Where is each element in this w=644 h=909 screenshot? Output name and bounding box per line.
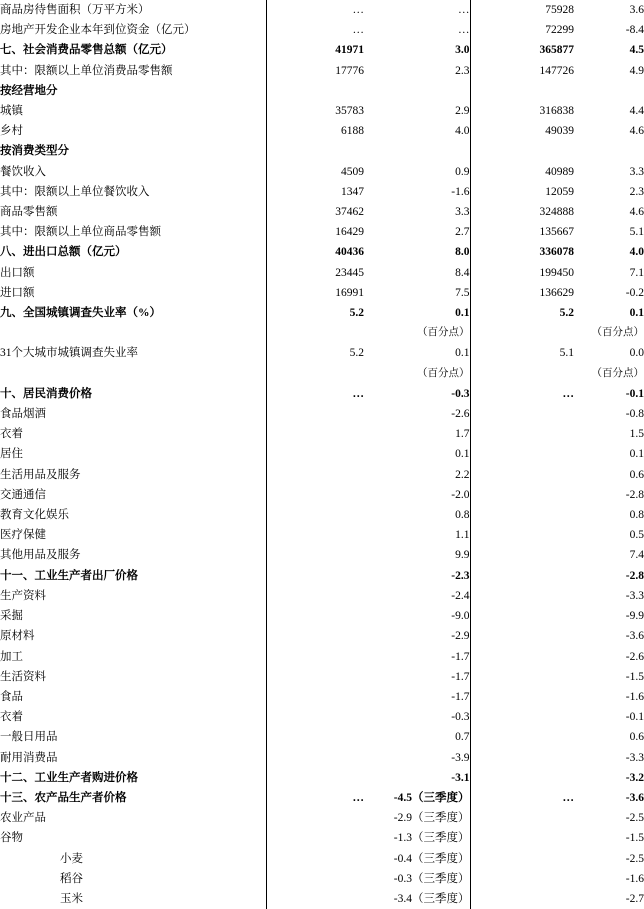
row-value-cumulative — [470, 465, 574, 485]
row-value-cumulative — [470, 81, 574, 101]
row-label: 耐用消费品 — [0, 748, 266, 768]
row-value-cumulative-yoy: -0.1 — [625, 711, 644, 724]
row-value-cumulative-yoy: -3.6 — [625, 630, 644, 643]
row-label: 其中：限额以上单位商品零售额 — [0, 222, 266, 242]
table-row — [0, 505, 644, 525]
row-value-month-yoy: 0.1 — [364, 343, 470, 363]
row-label: 商品零售额 — [0, 202, 266, 222]
row-value-month — [266, 606, 364, 626]
row-value-cumulative-yoy: 0.6 — [629, 468, 644, 481]
table-row — [0, 828, 644, 848]
table-row — [0, 81, 644, 101]
row-value-cumulative: 199450 — [539, 266, 574, 279]
row-value-cumulative-yoy: （百分点） — [591, 367, 644, 379]
row-value-cumulative-yoy: 4.0 — [629, 246, 644, 259]
row-value-month: … — [352, 24, 364, 37]
row-label: 按消费类型分 — [0, 141, 266, 161]
table-row — [0, 121, 644, 141]
row-value-cumulative-yoy: 3.3 — [629, 165, 644, 178]
row-label: 其中：限额以上单位消费品零售额 — [0, 61, 266, 81]
row-value-month — [266, 586, 364, 606]
row-value-cumulative-yoy: 0.8 — [629, 509, 644, 522]
row-value-cumulative-yoy: 0.1 — [629, 307, 644, 320]
row-value-cumulative — [470, 424, 574, 444]
row-label: 谷物 — [0, 828, 266, 848]
row-value-cumulative — [470, 404, 574, 424]
row-value-month — [266, 525, 364, 545]
row-label: 农业产品 — [0, 808, 266, 828]
row-value-month: … — [352, 791, 364, 804]
row-label: 十一、工业生产者出厂价格 — [0, 566, 266, 586]
table-row — [0, 40, 644, 60]
row-value-month-yoy: -2.3 — [364, 566, 470, 586]
row-value-cumulative-yoy: -0.1 — [625, 387, 644, 400]
row-value-cumulative — [470, 869, 574, 889]
row-value-month-yoy: 0.8 — [364, 505, 470, 525]
row-value-month-yoy: 0.1 — [364, 303, 470, 323]
row-label: 十二、工业生产者购进价格 — [0, 768, 266, 788]
row-value-cumulative-yoy — [574, 141, 644, 161]
row-value-month-yoy: -3.9 — [364, 748, 470, 768]
row-value-cumulative: 316838 — [539, 105, 574, 118]
row-value-cumulative — [470, 727, 574, 747]
row-label: 玉米 — [0, 889, 266, 909]
row-value-cumulative-yoy: -8.4 — [625, 24, 644, 37]
row-value-cumulative-yoy: -3.3 — [625, 751, 644, 764]
row-value-month — [266, 404, 364, 424]
row-value-cumulative-yoy: -1.5 — [625, 670, 644, 683]
row-label: 房地产开发企业本年到位资金（亿元） — [0, 20, 266, 40]
row-value-month-yoy: -2.9 — [364, 626, 470, 646]
row-value-month-yoy: （百分点） — [364, 364, 470, 384]
row-value-month-yoy: 0.7 — [364, 727, 470, 747]
row-value-cumulative — [470, 849, 574, 869]
row-value-month-yoy: -1.6 — [364, 182, 470, 202]
row-value-cumulative: … — [562, 387, 574, 400]
row-label: 八、进出口总额（亿元） — [0, 242, 266, 262]
table-row — [0, 222, 644, 242]
row-value-cumulative: 135667 — [539, 226, 574, 239]
table-row — [0, 20, 644, 40]
table-row — [0, 364, 644, 384]
table-row — [0, 444, 644, 464]
row-value-cumulative-yoy: -1.6 — [625, 872, 644, 885]
row-value-month — [266, 444, 364, 464]
table-row — [0, 545, 644, 565]
row-value-cumulative-yoy: -0.8 — [625, 408, 644, 421]
row-value-month-yoy: 3.0 — [364, 40, 470, 60]
table-row — [0, 687, 644, 707]
row-value-month: 35783 — [335, 105, 364, 118]
row-value-cumulative-yoy: -0.2 — [625, 286, 644, 299]
row-label: 十、居民消费价格 — [0, 384, 266, 404]
row-value-cumulative — [470, 687, 574, 707]
row-value-month-yoy: -1.7 — [364, 687, 470, 707]
table-row — [0, 162, 644, 182]
row-value-cumulative-yoy: -2.8 — [625, 488, 644, 501]
row-value-month-yoy: 4.0 — [364, 121, 470, 141]
row-value-month-yoy: 2.3 — [364, 61, 470, 81]
row-value-month: 23445 — [335, 266, 364, 279]
row-value-month-yoy: -3.4（三季度） — [364, 889, 470, 909]
table-row — [0, 303, 644, 323]
row-value-month — [266, 727, 364, 747]
row-value-month-yoy: 2.9 — [364, 101, 470, 121]
row-value-month-yoy: … — [364, 0, 470, 20]
row-label: 进口额 — [0, 283, 266, 303]
row-label: 原材料 — [0, 626, 266, 646]
row-value-cumulative: 49039 — [545, 125, 574, 138]
row-value-month-yoy: … — [364, 20, 470, 40]
row-value-cumulative-yoy: 5.1 — [629, 226, 644, 239]
row-value-month — [266, 465, 364, 485]
row-value-month-yoy: -2.6 — [364, 404, 470, 424]
row-value-cumulative-yoy: 7.4 — [629, 549, 644, 562]
row-value-cumulative — [470, 828, 574, 848]
row-value-month-yoy: -4.5（三季度） — [364, 788, 470, 808]
row-label: 加工 — [0, 647, 266, 667]
row-value-month — [266, 707, 364, 727]
row-value-cumulative — [470, 525, 574, 545]
table-row — [0, 0, 644, 20]
row-value-month-yoy: 7.5 — [364, 283, 470, 303]
table-row — [0, 404, 644, 424]
table-row — [0, 101, 644, 121]
row-value-cumulative-yoy: 0.1 — [629, 448, 644, 461]
row-value-cumulative: 72299 — [545, 24, 574, 37]
row-value-cumulative — [470, 808, 574, 828]
row-label: 一般日用品 — [0, 727, 266, 747]
row-value-month — [266, 485, 364, 505]
table-row — [0, 788, 644, 808]
table-row — [0, 485, 644, 505]
row-value-cumulative-yoy: -1.5 — [625, 832, 644, 845]
row-value-cumulative — [470, 323, 574, 343]
table-row — [0, 61, 644, 81]
table-row — [0, 768, 644, 788]
table-row — [0, 566, 644, 586]
row-value-cumulative — [470, 768, 574, 788]
row-label: 食品烟酒 — [0, 404, 266, 424]
row-value-month-yoy: -2.4 — [364, 586, 470, 606]
row-value-month-yoy: -0.3（三季度） — [364, 869, 470, 889]
row-value-cumulative: 324888 — [539, 206, 574, 219]
row-label: 生产资料 — [0, 586, 266, 606]
row-value-month: 37462 — [335, 206, 364, 219]
row-value-cumulative — [470, 748, 574, 768]
row-value-month: 5.2 — [349, 307, 364, 320]
row-value-cumulative — [470, 667, 574, 687]
row-value-month — [266, 505, 364, 525]
row-value-month — [266, 849, 364, 869]
row-label: 稻谷 — [0, 869, 266, 889]
row-value-month — [266, 364, 364, 384]
table-row — [0, 263, 644, 283]
row-value-cumulative — [470, 444, 574, 464]
row-value-month-yoy: -3.1 — [364, 768, 470, 788]
table-row — [0, 323, 644, 343]
table-row — [0, 647, 644, 667]
row-value-cumulative-yoy — [574, 81, 644, 101]
row-value-month-yoy: -0.4（三季度） — [364, 849, 470, 869]
row-value-cumulative-yoy: 2.3 — [629, 185, 644, 198]
table-row — [0, 748, 644, 768]
row-value-cumulative — [470, 566, 574, 586]
row-value-cumulative-yoy: （百分点） — [591, 327, 644, 339]
row-label: 采掘 — [0, 606, 266, 626]
row-value-cumulative-yoy: -1.6 — [625, 690, 644, 703]
row-value-cumulative: 5.2 — [559, 307, 574, 320]
row-label: 教育文化娱乐 — [0, 505, 266, 525]
row-label: 九、全国城镇调查失业率（%） — [0, 303, 266, 323]
table-row — [0, 202, 644, 222]
row-value-month — [266, 626, 364, 646]
table-row — [0, 525, 644, 545]
row-value-month: 41971 — [335, 44, 364, 57]
row-value-month-yoy: 0.9 — [364, 162, 470, 182]
row-value-month: 40436 — [335, 246, 364, 259]
row-value-cumulative — [470, 485, 574, 505]
table-row — [0, 384, 644, 404]
row-value-month-yoy: -0.3 — [364, 707, 470, 727]
row-value-month-yoy: 1.7 — [364, 424, 470, 444]
row-value-cumulative — [470, 505, 574, 525]
row-value-cumulative — [470, 889, 574, 909]
table-row — [0, 869, 644, 889]
row-value-cumulative — [470, 141, 574, 161]
row-value-month: 16991 — [335, 286, 364, 299]
row-value-cumulative: 136629 — [539, 286, 574, 299]
row-value-month-yoy: 1.1 — [364, 525, 470, 545]
table-row — [0, 141, 644, 161]
row-value-month: 1347 — [341, 185, 364, 198]
row-value-month — [266, 869, 364, 889]
row-value-cumulative — [470, 647, 574, 667]
row-value-cumulative-yoy: 4.9 — [629, 64, 644, 77]
row-label: 餐饮收入 — [0, 162, 266, 182]
row-value-month — [266, 323, 364, 343]
row-label: 生活资料 — [0, 667, 266, 687]
row-value-month: 17776 — [335, 64, 364, 77]
row-value-cumulative-yoy: 4.6 — [629, 206, 644, 219]
row-value-cumulative: 12059 — [545, 185, 574, 198]
row-value-month — [266, 566, 364, 586]
row-value-cumulative-yoy: 4.4 — [629, 105, 644, 118]
row-value-cumulative-yoy: 1.5 — [629, 428, 644, 441]
table-row — [0, 283, 644, 303]
row-label: 城镇 — [0, 101, 266, 121]
table-row — [0, 606, 644, 626]
row-value-month — [266, 141, 364, 161]
row-value-month-yoy: -1.7 — [364, 647, 470, 667]
row-value-cumulative: 147726 — [539, 64, 574, 77]
row-value-month-yoy: -1.7 — [364, 667, 470, 687]
row-value-month-yoy: 8.4 — [364, 263, 470, 283]
row-value-cumulative: 40989 — [545, 165, 574, 178]
table-row — [0, 626, 644, 646]
row-value-month: 5.2 — [349, 347, 364, 360]
row-label: 其他用品及服务 — [0, 545, 266, 565]
row-value-month-yoy: -1.3（三季度） — [364, 828, 470, 848]
row-value-month — [266, 768, 364, 788]
row-value-month — [266, 828, 364, 848]
row-value-month-yoy: -2.9（三季度） — [364, 808, 470, 828]
row-label: 食品 — [0, 687, 266, 707]
row-label: 生活用品及服务 — [0, 465, 266, 485]
row-value-month-yoy — [364, 81, 470, 101]
row-value-month — [266, 889, 364, 909]
row-value-cumulative-yoy: 7.1 — [629, 266, 644, 279]
row-value-cumulative: 75928 — [545, 4, 574, 16]
row-label: 其中：限额以上单位餐饮收入 — [0, 182, 266, 202]
row-value-month-yoy: 3.3 — [364, 202, 470, 222]
table-row — [0, 424, 644, 444]
row-value-month — [266, 748, 364, 768]
row-value-cumulative: … — [562, 791, 574, 804]
row-label: 衣着 — [0, 707, 266, 727]
table-row — [0, 889, 644, 909]
row-value-month: 6188 — [341, 125, 364, 138]
row-value-cumulative — [470, 586, 574, 606]
row-value-month-yoy: -0.3 — [364, 384, 470, 404]
row-label: 居住 — [0, 444, 266, 464]
table-row — [0, 849, 644, 869]
row-value-cumulative-yoy: 0.0 — [629, 347, 644, 360]
row-value-month — [266, 545, 364, 565]
table-row — [0, 242, 644, 262]
table-row — [0, 586, 644, 606]
row-value-month-yoy — [364, 141, 470, 161]
row-value-month-yoy: （百分点） — [364, 323, 470, 343]
table-row — [0, 343, 644, 363]
row-value-cumulative-yoy: -2.8 — [625, 569, 644, 582]
row-label: 七、社会消费品零售总额（亿元） — [0, 40, 266, 60]
row-value-cumulative-yoy: -2.5 — [625, 812, 644, 825]
row-value-cumulative-yoy: -2.7 — [625, 892, 644, 905]
row-label: 乡村 — [0, 121, 266, 141]
row-value-cumulative — [470, 707, 574, 727]
row-label: 交通通信 — [0, 485, 266, 505]
row-value-cumulative: 336078 — [539, 246, 574, 259]
row-value-month — [266, 81, 364, 101]
row-label — [0, 364, 266, 384]
table-row — [0, 727, 644, 747]
table-row — [0, 808, 644, 828]
table-row — [0, 465, 644, 485]
row-value-cumulative — [470, 626, 574, 646]
row-value-month-yoy: 2.7 — [364, 222, 470, 242]
row-value-month-yoy: 0.1 — [364, 444, 470, 464]
row-label: 医疗保健 — [0, 525, 266, 545]
row-value-cumulative-yoy: -3.6 — [625, 791, 644, 804]
row-value-month: 16429 — [335, 226, 364, 239]
row-label: 出口额 — [0, 263, 266, 283]
row-value-cumulative: 365877 — [539, 44, 574, 57]
row-label — [0, 323, 266, 343]
row-label: 商品房待售面积（万平方米） — [0, 0, 266, 20]
row-value-cumulative-yoy: 3.6 — [629, 4, 644, 16]
row-value-month — [266, 424, 364, 444]
row-label: 衣着 — [0, 424, 266, 444]
row-label: 31个大城市城镇调查失业率 — [0, 343, 266, 363]
row-label: 按经营地分 — [0, 81, 266, 101]
table-row — [0, 182, 644, 202]
row-value-month — [266, 647, 364, 667]
row-value-month-yoy: -9.0 — [364, 606, 470, 626]
row-value-cumulative-yoy: -3.3 — [625, 589, 644, 602]
row-value-month-yoy: 2.2 — [364, 465, 470, 485]
row-value-month — [266, 808, 364, 828]
row-value-cumulative-yoy: -2.5 — [625, 852, 644, 865]
row-value-cumulative-yoy: 4.5 — [629, 44, 644, 57]
row-value-cumulative — [470, 364, 574, 384]
row-label: 十三、农产品生产者价格 — [0, 788, 266, 808]
row-value-cumulative-yoy: 4.6 — [629, 125, 644, 138]
row-label: 小麦 — [0, 849, 266, 869]
row-value-cumulative-yoy: 0.6 — [629, 731, 644, 744]
row-value-cumulative — [470, 545, 574, 565]
table-row — [0, 667, 644, 687]
row-value-month — [266, 687, 364, 707]
row-value-cumulative-yoy: -2.6 — [625, 650, 644, 663]
row-value-month: … — [352, 387, 364, 400]
row-value-month: … — [352, 4, 364, 16]
row-value-cumulative — [470, 606, 574, 626]
row-value-cumulative-yoy: 0.5 — [629, 529, 644, 542]
row-value-month: 4509 — [341, 165, 364, 178]
row-value-cumulative: 5.1 — [559, 347, 574, 360]
row-value-month — [266, 667, 364, 687]
table-row — [0, 707, 644, 727]
row-value-month-yoy: -2.0 — [364, 485, 470, 505]
row-value-cumulative-yoy: -3.2 — [625, 771, 644, 784]
row-value-month-yoy: 9.9 — [364, 545, 470, 565]
row-value-month-yoy: 8.0 — [364, 242, 470, 262]
row-value-cumulative-yoy: -9.9 — [625, 610, 644, 623]
